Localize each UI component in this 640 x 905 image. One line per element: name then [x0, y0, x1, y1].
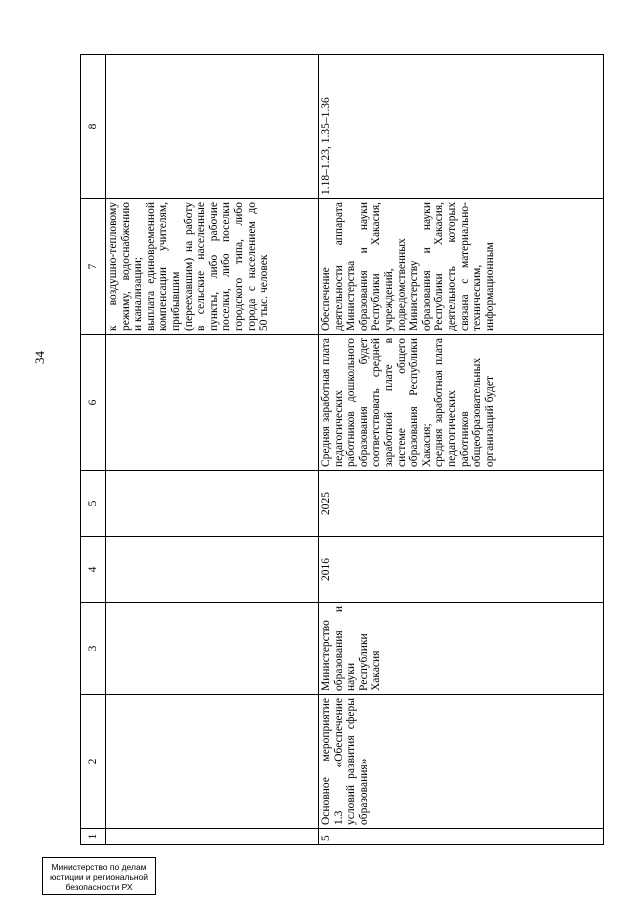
cell-main-directions: к воздушно-тепловому режиму, водоснабжению и канализации; выплата единовременной компенсации учителям, прибывшим (переехавшим) на работу в сельские населенные пункты, либо рабочие поселки, либо поселки городского типа, либо города с населением до 50 тыс. человек [106, 199, 319, 335]
table-row [106, 55, 319, 845]
cell-measure-name [106, 695, 319, 829]
cell-expected-result [106, 335, 319, 471]
measures-table [80, 54, 604, 845]
cell-start-year [106, 537, 319, 603]
column-number-2: 2 [81, 695, 106, 829]
column-number-5: 5 [81, 471, 106, 537]
header-row [81, 55, 106, 845]
column-number-4: 4 [81, 537, 106, 603]
cell-indicator-link [106, 55, 319, 199]
column-number-8: 8 [81, 55, 106, 199]
cell-main-directions: Обеспечение деятельности аппарата Министерства образования и науки Республики Хакасия, учреждений, подведомственных Министерству образования и науки Республики Хакасия, деятельность которых связана с материально-техническим, информационным [319, 199, 604, 335]
table-row [319, 55, 604, 845]
cell-executor [106, 603, 319, 695]
column-number-1: 1 [81, 829, 106, 845]
cell-start-year: 2016 [319, 537, 604, 603]
column-number-6: 6 [81, 335, 106, 471]
rotated-table-container [80, 55, 620, 845]
cell-executor: Министерство образования и науки Республики Хакасия [319, 603, 604, 695]
cell-end-year [106, 471, 319, 537]
cell-end-year: 2025 [319, 471, 604, 537]
column-number-7: 7 [81, 199, 106, 335]
ministry-stamp: Министерство по делам юстиции и региональной безопасности РХ [42, 857, 156, 895]
cell-indicator-link: 1.18–1.23, 1.35–1.36 [319, 55, 604, 199]
cell-expected-result: Средняя заработная плата педагогических работников дошкольного образования будет соответствовать средней заработной плате в системе общего образования Республики Хакасия; средняя заработная плата педагогических работников общеобразовательных организаций будет [319, 335, 604, 471]
cell-measure-name: Основное мероприятие 1.3 «Обеспечение условий развития сферы образования» [319, 695, 604, 829]
cell-number: 5 [319, 829, 604, 845]
cell-number [106, 829, 319, 845]
page-number: 34 [32, 351, 47, 364]
column-number-3: 3 [81, 603, 106, 695]
